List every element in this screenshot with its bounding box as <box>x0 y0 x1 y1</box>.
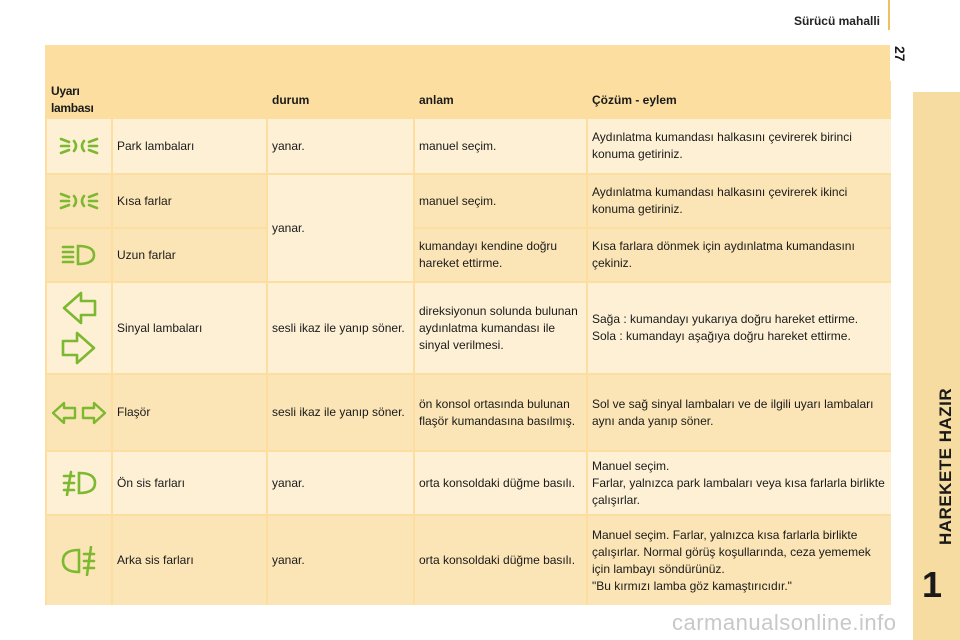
column-header-name <box>112 82 267 118</box>
lamp-status: sesli ikaz ile yanıp söner. <box>267 374 414 451</box>
lamp-name: Flaşör <box>112 374 267 451</box>
lamp-meaning: direksiyonun solunda bulunan aydınlatma kumandası ile sinyal verilmesi. <box>414 282 587 374</box>
rear-fog-icon <box>46 515 112 605</box>
main-beam-icon <box>46 228 112 282</box>
lamp-meaning: orta konsoldaki düğme basılı. <box>414 515 587 605</box>
lamp-name: Sinyal lambaları <box>112 282 267 374</box>
lamp-name: Park lambaları <box>112 118 267 174</box>
table-row <box>46 118 891 174</box>
table-row <box>46 374 891 451</box>
lamp-action: Sol ve sağ sinyal lambaları ve de ilgili uyarı lambaları aynı anda yanıp söner. <box>587 374 891 451</box>
parking-lights-icon <box>46 118 112 174</box>
lamp-meaning: kumandayı kendine doğru hareket ettirme. <box>414 228 587 282</box>
lamp-status: sesli ikaz ile yanıp söner. <box>267 282 414 374</box>
table-row <box>46 451 891 515</box>
direction-indicators-icon <box>46 282 112 374</box>
lamp-status: yanar. <box>267 451 414 515</box>
table-row <box>46 515 891 605</box>
front-fog-icon <box>46 451 112 515</box>
table-row <box>46 174 891 228</box>
lamp-meaning: manuel seçim. <box>414 174 587 228</box>
table-row <box>46 282 891 374</box>
column-header-meaning: anlam <box>414 82 587 118</box>
lamp-meaning: orta konsoldaki düğme basılı. <box>414 451 587 515</box>
lamp-status: yanar. <box>267 515 414 605</box>
lamp-name: Ön sis farları <box>112 451 267 515</box>
table-row <box>46 228 891 282</box>
lamp-status: yanar. <box>267 118 414 174</box>
table-header-row <box>46 82 891 118</box>
lamp-meaning: ön konsol ortasında bulunan flaşör kumandasına basılmış. <box>414 374 587 451</box>
lamp-action: Aydınlatma kumandası halkasını çevirerek ikinci konuma getiriniz. <box>587 174 891 228</box>
lamp-action: Aydınlatma kumandası halkasını çevirerek birinci konuma getiriniz. <box>587 118 891 174</box>
column-header-status: durum <box>267 82 414 118</box>
chapter-number: 1 <box>922 564 943 605</box>
hazard-warning-icon <box>46 374 112 451</box>
lamp-action: Manuel seçim. Farlar, yalnızca kısa farlarla birlikte çalışırlar. Normal görüş koşullarında, ceza yememek için lambayı söndürünüz. "Bu kırmızı lamba göz kamaştırıcıdır." <box>587 515 891 605</box>
warning-lamps-table <box>45 81 891 605</box>
lamp-name: Kısa farlar <box>112 174 267 228</box>
lamp-action: Sağa : kumandayı yukarıya doğru hareket ettirme. Sola : kumandayı aşağıya doğru hareket ettirme. <box>587 282 891 374</box>
column-header-icon: Uyarı lambası <box>46 82 112 118</box>
page-number: 27 <box>892 46 908 62</box>
lamp-action: Manuel seçim. Farlar, yalnızca park lambaları veya kısa farlarla birlikte çalışırlar. <box>587 451 891 515</box>
warning-lamps-panel <box>45 45 890 592</box>
lamp-name: Arka sis farları <box>112 515 267 605</box>
lamp-action: Kısa farlara dönmek için aydınlatma kumandasını çekiniz. <box>587 228 891 282</box>
lamp-name: Uzun farlar <box>112 228 267 282</box>
header-rule <box>888 0 890 30</box>
chapter-title: HAREKETE HAZIR <box>936 387 955 545</box>
lamp-status: yanar. <box>267 174 414 282</box>
column-header-action: Çözüm - eylem <box>587 82 891 118</box>
running-header: Sürücü mahalli <box>793 14 880 28</box>
lamp-meaning: manuel seçim. <box>414 118 587 174</box>
chapter-side-tab <box>913 92 960 640</box>
dipped-beam-icon <box>46 174 112 228</box>
watermark: carmanualsonline.info <box>672 610 897 635</box>
